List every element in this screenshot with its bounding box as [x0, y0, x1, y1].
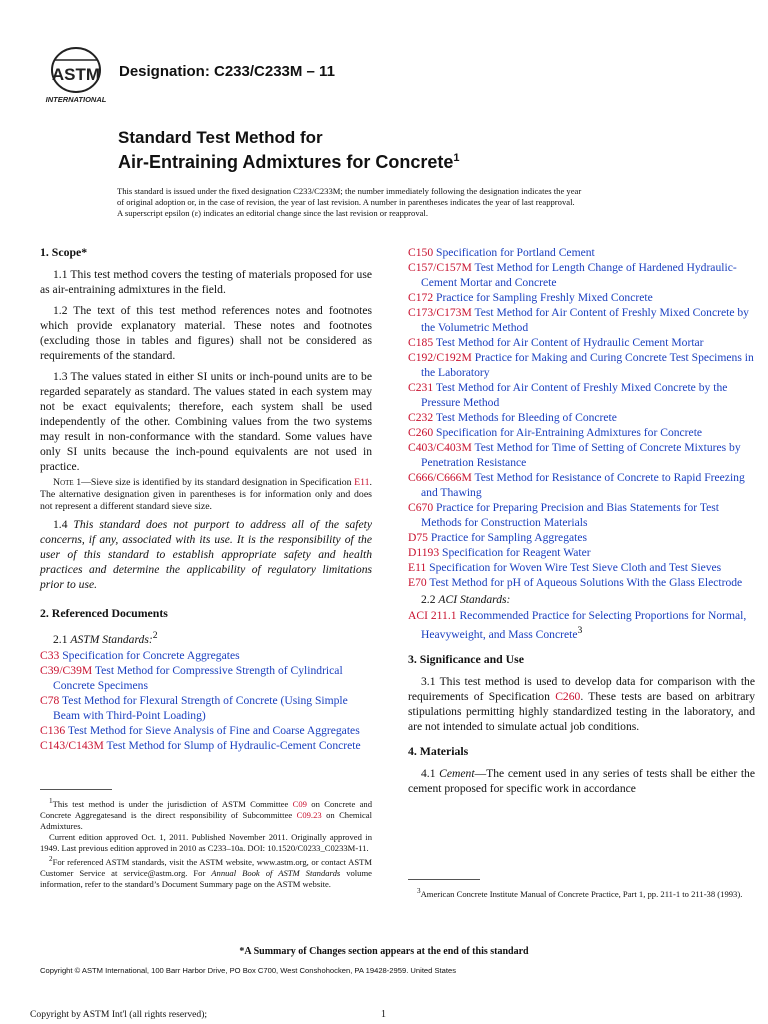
title-line-1: Standard Test Method for — [118, 128, 323, 147]
reference-code[interactable]: ACI 211.1 — [408, 609, 457, 622]
notice-line-3: A superscript epsilon (ε) indicates an editorial change since the last revision or reapproval. — [117, 208, 428, 218]
reference-item[interactable] — [408, 305, 755, 335]
astm-sup: 2 — [152, 630, 158, 641]
reference-code[interactable]: C173/C173M — [408, 306, 472, 319]
fn2-italic: Annual Book of ASTM Standards — [211, 867, 341, 878]
reference-item[interactable] — [40, 693, 372, 723]
reference-item[interactable] — [408, 380, 755, 410]
reference-title[interactable]: Specification for Concrete Aggregates — [62, 648, 240, 662]
reference-code[interactable]: C232 — [408, 411, 434, 424]
astm-logo — [40, 46, 112, 106]
reference-item[interactable] — [408, 500, 755, 530]
scope-1-2: 1.2 The text of this test method references notes and footnotes which provide explanatory material. These notes and footnotes (excluding those in tables and figures) shall not be considered as requirements of the standard. — [40, 304, 372, 362]
left-column — [40, 245, 372, 753]
scope-heading: 1. Scope* — [40, 245, 88, 259]
scope-1-4-num: 1.4 — [53, 518, 74, 531]
sig-link-c260[interactable]: C260 — [555, 689, 581, 703]
reference-item[interactable] — [408, 560, 755, 575]
aci-sup: 3 — [577, 625, 583, 636]
reference-item[interactable] — [408, 335, 755, 350]
logo-text: ASTM — [51, 65, 101, 84]
scope-1-4-text: This standard does not purport to address all of the safety concerns, if any, associated with its use. It is the responsibility of the user of this standard to establish appropriate safety and health practices and determine the applicability of regulatory limitations prior to use. — [40, 518, 373, 591]
reference-code[interactable]: C172 — [408, 291, 434, 304]
fn2-sup: 2 — [49, 854, 53, 863]
reference-code[interactable]: C231 — [408, 381, 434, 394]
reference-code[interactable]: C260 — [408, 426, 434, 439]
footnote-3 — [408, 886, 755, 900]
reference-item[interactable] — [408, 470, 755, 500]
copyright-line: Copyright © ASTM International, 100 Barr Harbor Drive, PO Box C700, West Conshohocken, PA 19428-2959. United States — [40, 966, 457, 975]
aci-num: 2.2 — [421, 593, 439, 606]
reference-item[interactable] — [40, 648, 372, 663]
footnote-1 — [40, 796, 372, 832]
footnotes-left — [40, 789, 372, 890]
note-text-a: —Sieve size is identified by its standard designation in Specification — [81, 477, 355, 488]
reference-title[interactable]: Practice for Sampling Freshly Mixed Concrete — [436, 291, 653, 304]
reference-item[interactable] — [408, 545, 755, 560]
reference-item[interactable] — [408, 245, 755, 260]
note-label: Note 1 — [53, 477, 82, 488]
reference-title[interactable]: Practice for Making and Curing Concrete Test Specimens in the Laboratory — [421, 351, 754, 379]
fn1-text-a: This test method is under the jurisdiction of ASTM Committee — [52, 798, 293, 809]
aci-label: ACI Standards: — [438, 593, 511, 606]
standard-notice — [117, 186, 662, 219]
reference-title[interactable]: Test Method for Air Content of Hydraulic Cement Mortar — [435, 336, 704, 349]
reference-code[interactable]: D75 — [408, 531, 428, 544]
reference-code[interactable]: C185 — [408, 336, 434, 349]
sig-text-b: . These tests are based on arbitrary stipulations permitting highly standardized testing in the laboratory, and are not intended to simulate actual job conditions. — [408, 689, 756, 733]
footnote-rule — [40, 789, 112, 790]
title-footnote-mark: 1 — [453, 152, 460, 164]
footnote-rule — [408, 879, 480, 880]
reference-code[interactable]: C157/C157M — [408, 261, 472, 274]
scope-1-4 — [40, 517, 372, 592]
reference-title[interactable]: Recommended Practice for Selecting Proportions for Normal, Heavyweight, and Mass Concrete — [421, 609, 747, 641]
mat-text: —The cement used in any series of tests shall be either the cement proposed for specific work in accordance — [408, 766, 756, 795]
astm-num: 2.1 — [53, 632, 71, 646]
document-title — [118, 128, 460, 172]
reference-item[interactable] — [408, 350, 755, 380]
aci-standards-label — [408, 592, 755, 607]
reference-item[interactable] — [408, 440, 755, 470]
fn3-sup: 3 — [417, 887, 421, 895]
summary-notice: *A Summary of Changes section appears at the end of this standard — [239, 946, 529, 957]
reference-title[interactable]: Test Method for Time of Setting of Concrete Mixtures by Penetration Resistance — [421, 441, 741, 469]
reference-code[interactable]: C666/C666M — [408, 471, 472, 484]
footnote-edition: Current edition approved Oct. 1, 2011. Published November 2011. Originally approved in 1949. Last previous edition approved in 2010 as C233–10a. DOI: 10.1520/C0233_C0233M-11. — [40, 831, 372, 853]
footnotes-right — [408, 879, 755, 900]
reference-title[interactable]: Test Method for Sieve Analysis of Fine and Coarse Aggregates — [67, 723, 360, 737]
reference-item[interactable] — [408, 260, 755, 290]
reference-title[interactable]: Specification for Woven Wire Test Sieve Cloth and Test Sieves — [429, 561, 722, 574]
reference-code[interactable]: C403/C403M — [408, 441, 472, 454]
footer-copyright: Copyright by ASTM Int'l (all rights reserved); — [30, 1009, 208, 1020]
logo-sub: INTERNATIONAL — [45, 95, 107, 104]
reference-title[interactable]: Specification for Air-Entraining Admixtures for Concrete — [436, 426, 703, 439]
significance-3-1 — [408, 674, 755, 734]
reference-code[interactable]: C670 — [408, 501, 434, 514]
mat-term: Cement — [439, 766, 475, 780]
astm-label: ASTM Standards: — [70, 632, 153, 646]
reference-title[interactable]: Test Method for Length Change of Hardened Hydraulic-Cement Mortar and Concrete — [421, 261, 737, 289]
reference-item[interactable] — [408, 575, 755, 590]
reference-code[interactable]: E70 — [408, 576, 427, 589]
sig-text-a: 3.1 This test method is used to develop data for comparison with the requirements of Specification — [408, 674, 755, 703]
reference-code[interactable]: E11 — [408, 561, 427, 574]
scope-1-1: 1.1 This test method covers the testing of materials proposed for use as air-entraining admixtures in the field. — [40, 268, 372, 296]
reference-code[interactable]: C39/C39M — [40, 663, 93, 677]
notice-line-1: This standard is issued under the fixed designation C233/C233M; the number immediately following the designation indicates the year — [117, 186, 582, 196]
reference-code[interactable]: C143/C143M — [40, 738, 104, 752]
reference-title[interactable]: Test Method for Air Content of Freshly Mixed Concrete by the Pressure Method — [421, 381, 728, 409]
materials-heading: 4. Materials — [408, 743, 469, 758]
reference-item[interactable] — [408, 410, 755, 425]
reference-title[interactable]: Practice for Preparing Precision and Bias Statements for Test Methods for Construction Materials — [421, 501, 719, 529]
fn1-link-c0923[interactable]: C09.23 — [296, 809, 322, 820]
right-column — [408, 245, 755, 796]
fn1-text-b: on Concrete and Concrete Aggregatesand is the direct responsibility of Subcommittee — [40, 798, 373, 820]
reference-title[interactable]: Specification for Portland Cement — [436, 246, 595, 259]
refdocs-heading: 2. Referenced Documents — [40, 606, 168, 620]
reference-title[interactable]: Test Method for Slump of Hydraulic-Cement Concrete — [106, 738, 361, 752]
reference-title[interactable]: Test Method for pH of Aqueous Solutions With the Glass Electrode — [429, 576, 743, 589]
reference-item[interactable] — [40, 738, 372, 753]
title-line-2 — [118, 148, 460, 172]
reference-item[interactable] — [408, 608, 755, 642]
astm-standards-label — [40, 628, 372, 647]
fn3-text: American Concrete Institute Manual of Concrete Practice, Part 1, pp. 211-1 to 211-38 (1993). — [420, 888, 743, 899]
page-number: 1 — [381, 1009, 386, 1020]
reference-title[interactable]: Practice for Sampling Aggregates — [430, 531, 588, 544]
reference-item[interactable] — [408, 425, 755, 440]
significance-heading: 3. Significance and Use — [408, 651, 525, 666]
reference-code[interactable]: C136 — [40, 723, 66, 737]
reference-code[interactable]: D1193 — [408, 546, 440, 559]
reference-item[interactable] — [408, 530, 755, 545]
fn2-text-a: For referenced ASTM standards, visit the ASTM website, www.astm.org, or contact ASTM Customer Service at service@astm.org. For — [40, 856, 372, 878]
fn1-sup: 1 — [49, 797, 53, 805]
reference-title[interactable]: Test Method for Resistance of Concrete to Rapid Freezing and Thawing — [421, 471, 745, 499]
scope-1-3: 1.3 The values stated in either SI units or inch-pound units are to be regarded separately as standard. The values stated in each system may not be exact equivalents; therefore, each system shall be used independently of the other. Combining values from the two systems may result in non-conformance with the standard. Some values have only SI units because the inch-pound equivalents are not used in practice. — [40, 370, 372, 473]
reference-item[interactable] — [40, 723, 372, 738]
reference-item[interactable] — [40, 663, 372, 693]
reference-title[interactable]: Test Methods for Bleeding of Concrete — [435, 411, 617, 424]
note-1 — [40, 477, 372, 513]
note-text-b: . The alternative designation given in parentheses is for information only and does not represent a different standard sieve size. — [40, 477, 372, 512]
note-link-e11[interactable]: E11 — [354, 477, 370, 488]
title-line-2-text: Air-Entraining Admixtures for Concrete — [118, 152, 454, 172]
reference-code[interactable]: C150 — [408, 246, 434, 259]
reference-code[interactable]: C33 — [40, 648, 60, 662]
reference-item[interactable] — [408, 290, 755, 305]
reference-title[interactable]: Test Method for Compressive Strength of Cylindrical Concrete Specimens — [53, 663, 343, 692]
reference-code[interactable]: C78 — [40, 693, 60, 707]
notice-line-2: of original adoption or, in the case of revision, the year of last revision. A number in parentheses indicates the year of last reapproval. — [117, 197, 575, 207]
mat-num: 4.1 — [421, 766, 440, 780]
designation: Designation: C233/C233M – 11 — [119, 63, 335, 80]
fn1-text-c: on Chemical Admixtures. — [40, 809, 372, 831]
materials-4-1 — [408, 766, 755, 796]
footnote-2 — [40, 854, 372, 890]
fn1-link-c09[interactable]: C09 — [292, 798, 307, 809]
left-reference-list — [40, 648, 372, 753]
right-reference-list — [408, 245, 755, 590]
fn2-text-b: volume information, refer to the standard’s Document Summary page on the ASTM website. — [40, 867, 372, 889]
reference-title[interactable]: Specification for Reagent Water — [442, 546, 591, 559]
reference-code[interactable]: C192/C192M — [408, 351, 472, 364]
reference-title[interactable]: Test Method for Flexural Strength of Concrete (Using Simple Beam with Third-Point Loading) — [53, 693, 348, 722]
reference-title[interactable]: Test Method for Air Content of Freshly Mixed Concrete by the Volumetric Method — [421, 306, 749, 334]
